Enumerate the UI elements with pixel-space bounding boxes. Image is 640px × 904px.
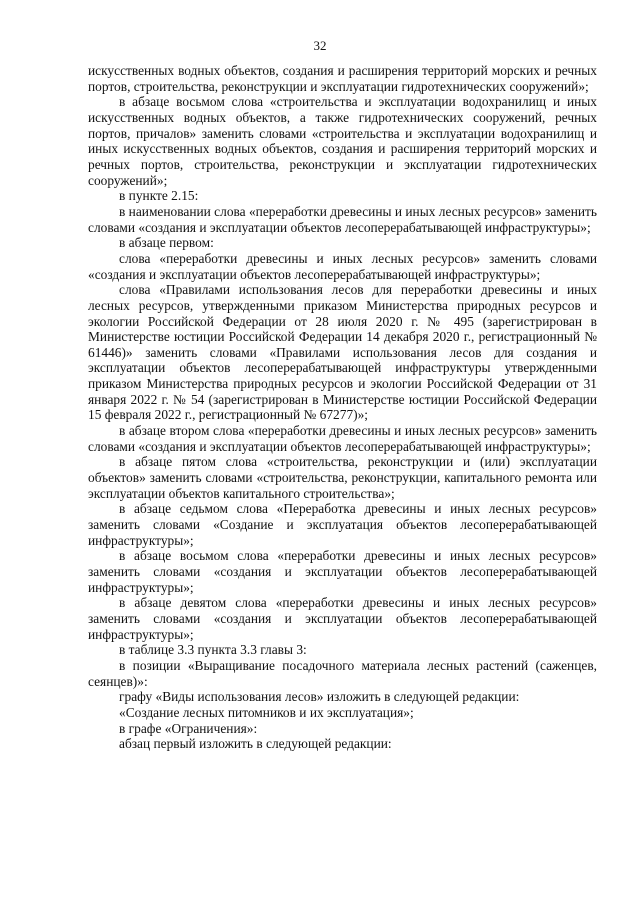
paragraph: в абзаце девятом слова «переработки древесины и иных лесных ресурсов» заменить словами «создания и эксплуатации объектов лесоперерабатывающей инфраструктуры»; bbox=[88, 595, 597, 642]
paragraph: искусственных водных объектов, создания и расширения территорий морских и речных портов, строительства, реконструкции и эксплуатации гидротехнических сооружений»; bbox=[88, 63, 597, 94]
paragraph: в наименовании слова «переработки древесины и иных лесных ресурсов» заменить словами «создания и эксплуатации объектов лесоперерабатывающей инфраструктуры»; bbox=[88, 203, 597, 235]
paragraph: в таблице 3.3 пункта 3.3 главы 3: bbox=[119, 642, 307, 658]
paragraph: слова «Правилами использования лесов для переработки древесины и иных лесных ресурсов, утвержденными приказом Министерства природных ресурсов и экологии Российской Федерации от 28 июля 2020 г. № 495 (зарегистрирован в Министерстве юстиции Российской Федерации 14 декабря 2020 г., регистрационный № 61446)» заменить словами «Правилами использования лесов для создания и эксплуатации объектов лесоперерабатывающей инфраструктуры утвержденными приказом Министерства природных ресурсов и экологии Российской Федерации от 31 января 2022 г. № 54 (зарегистрирован в Министерстве юстиции Российской Федерации 15 февраля 2022 г., регистрационный № 67277)»; bbox=[88, 282, 597, 423]
paragraph: «Создание лесных питомников и их эксплуатация»; bbox=[119, 704, 414, 720]
paragraph: абзац первый изложить в следующей редакции: bbox=[119, 736, 392, 752]
document-body bbox=[88, 63, 597, 752]
paragraph: в абзаце пятом слова «строительства, реконструкции и (или) эксплуатации объектов» заменить словами «строительства, реконструкции, капитального ремонта или эксплуатации объектов капитального строительства»; bbox=[88, 454, 597, 501]
page-number: 32 bbox=[313, 38, 327, 53]
paragraph: графу «Виды использования лесов» изложить в следующей редакции: bbox=[119, 689, 520, 705]
paragraph: слова «переработки древесины и иных лесных ресурсов» заменить словами «создания и эксплуатации объектов лесоперерабатывающей инфраструктуры»; bbox=[88, 250, 597, 282]
paragraph: в абзаце восьмом слова «переработки древесины и иных лесных ресурсов» заменить словами «создания и эксплуатации объектов лесоперерабатывающей инфраструктуры»; bbox=[88, 548, 597, 595]
paragraph: в пункте 2.15: bbox=[119, 188, 199, 204]
paragraph: в абзаце восьмом слова «строительства и эксплуатации водохранилищ и иных искусственных водных объектов, а также гидротехнических сооружений, речных портов, причалов» заменить словами «строительства и эксплуатации водохранилищ и иных искусственных водных объектов, создания и расширения территорий морских и речных портов, строительства, реконструкции и эксплуатации гидротехнических сооружений»; bbox=[88, 94, 597, 188]
paragraph: в абзаце первом: bbox=[119, 235, 214, 251]
paragraph: в графе «Ограничения»: bbox=[119, 720, 258, 736]
paragraph: в абзаце втором слова «переработки древесины и иных лесных ресурсов» заменить словами «создания и эксплуатации объектов лесоперерабатывающей инфраструктуры»; bbox=[88, 423, 597, 454]
paragraph: в абзаце седьмом слова «Переработка древесины и иных лесных ресурсов» заменить словами «Создание и эксплуатация объектов лесоперерабатывающей инфраструктуры»; bbox=[88, 501, 597, 548]
paragraph: в позиции «Выращивание посадочного материала лесных растений (саженцев, сеянцев)»: bbox=[88, 657, 597, 689]
